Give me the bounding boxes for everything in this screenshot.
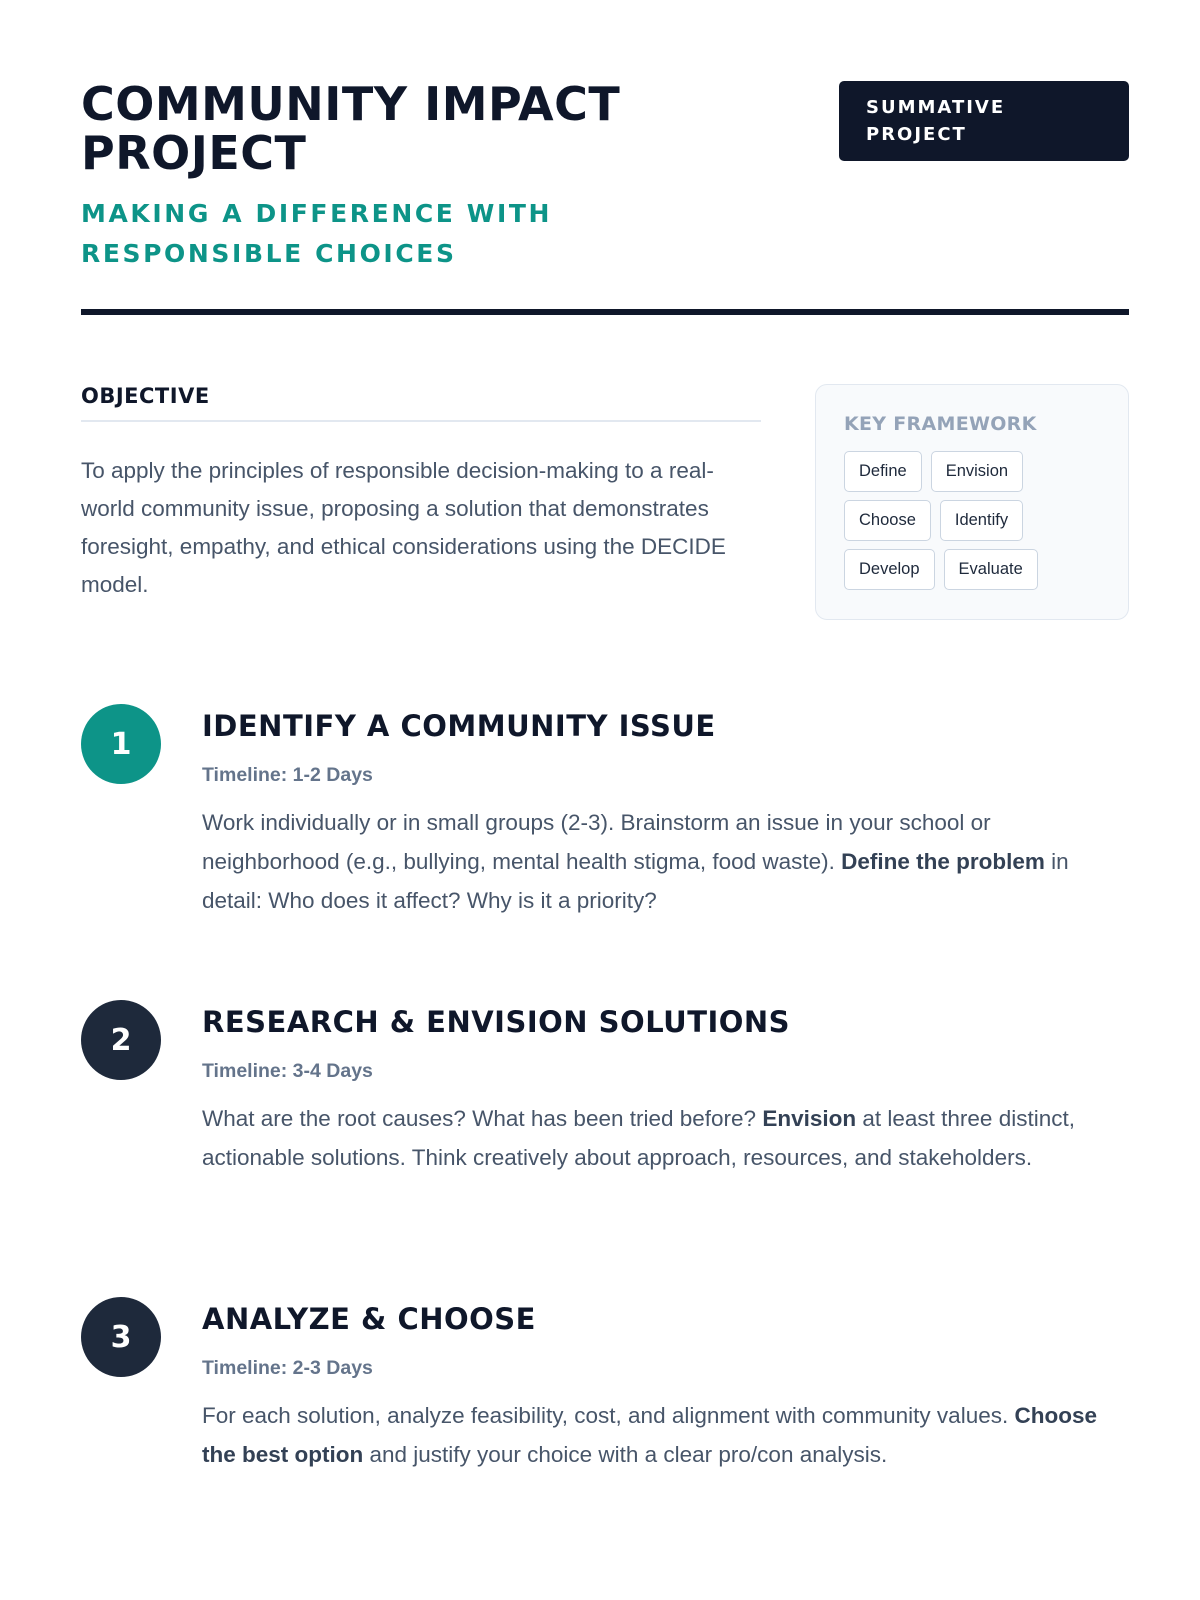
page-header [81,77,1129,274]
step-timeline: Timeline: 1-2 Days [202,764,373,786]
framework-chip-envision: Envision [931,451,1023,492]
framework-chip-identify: Identify [940,500,1023,541]
framework-chip-define: Define [844,451,922,492]
summative-project-badge: SUMMATIVE PROJECT [839,81,1129,161]
objective-text: To apply the principles of responsible decision-making to a real-world community issue, proposing a solution that demonstrates foresight, empathy, and ethical considerations using the DECIDE model. [81,458,726,597]
step-emphasis: Choose the best option [202,1403,1097,1467]
step-number-badge: 3 [81,1297,161,1377]
framework-chip-develop: Develop [844,549,935,590]
framework-heading: KEY FRAMEWORK [844,413,1037,435]
page-subtitle: MAKING A DIFFERENCE WITH RESPONSIBLE CHOICES [81,199,553,268]
objective-section [81,384,761,604]
step-title: RESEARCH & ENVISION SOLUTIONS [202,1005,791,1039]
step-description: Work individually or in small groups (2-3). Brainstorm an issue in your school or neighborhood (e.g., bullying, mental health stigma, food waste). Define the problem in detail: Who does it affect? Why is it a priority? [202,810,1069,913]
header-divider [81,309,1129,315]
step-number-badge: 2 [81,1000,161,1080]
objective-heading: OBJECTIVE [81,384,761,422]
step-timeline: Timeline: 3-4 Days [202,1060,373,1082]
step-title: IDENTIFY A COMMUNITY ISSUE [202,709,716,743]
step-emphasis: Define the problem [841,849,1045,874]
framework-chip-evaluate: Evaluate [944,549,1038,590]
page-title: COMMUNITY IMPACT PROJECT [81,77,621,180]
key-framework-panel [815,384,1129,620]
step-title: ANALYZE & CHOOSE [202,1302,536,1336]
step-number-badge: 1 [81,704,161,784]
step-emphasis: Envision [762,1106,857,1131]
framework-chip-choose: Choose [844,500,931,541]
step-timeline: Timeline: 2-3 Days [202,1357,373,1379]
step-description: What are the root causes? What has been tried before? Envision at least three distinct, actionable solutions. Think creatively about approach, resources, and stakeholders. [202,1106,1075,1170]
framework-chips [844,451,1100,590]
step-description: For each solution, analyze feasibility, cost, and alignment with community values. Choose the best option and justify your choice with a clear pro/con analysis. [202,1403,1097,1467]
